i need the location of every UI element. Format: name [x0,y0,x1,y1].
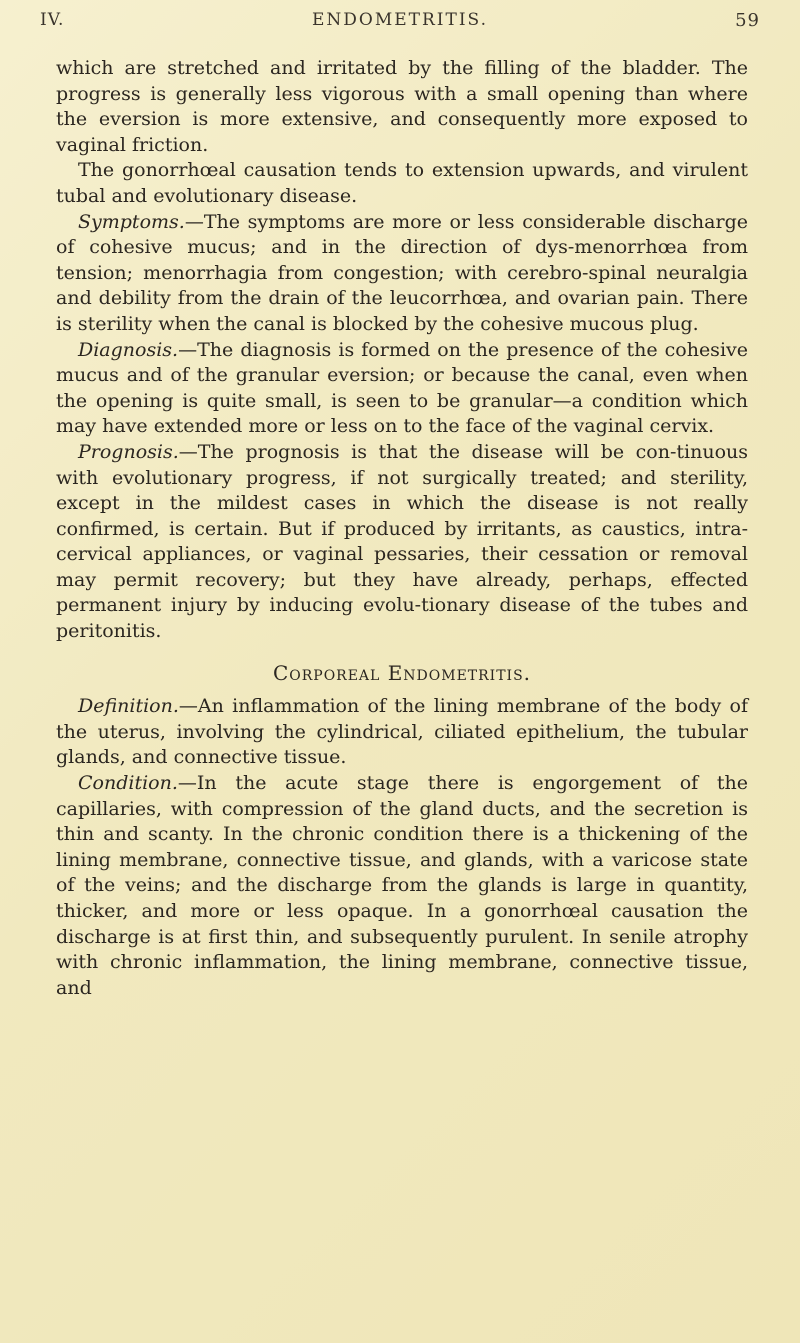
prognosis-label: Prognosis. [78,440,179,463]
paragraph-condition [56,771,748,1001]
paragraph-symptoms [56,210,748,338]
page-number: 59 [735,10,760,31]
paragraph-prognosis [56,440,748,645]
chapter-number: IV. [40,10,65,30]
paragraph-diagnosis [56,338,748,440]
condition-label: Condition. [78,772,178,795]
symptoms-label: Symptoms. [78,210,185,233]
definition-label: Definition. [78,695,179,718]
paragraph-definition [56,694,748,771]
running-head [40,10,760,34]
diagnosis-label: Diagnosis. [78,338,179,361]
diagnosis-text: —The diagnosis is formed on the presence of the cohesive mucus and of the granular eversion; or because the canal, even when the opening is quite small, is seen to be granular—a condition which may have extended more or less on to the face of the vaginal cervix. [56,338,748,438]
condition-text: —In the acute stage there is engorgement of the capillaries, with compression of the gland ducts, and the secretion is thin and scanty. In the chronic condition there is a thickening of the lining membrane, connective tissue, and glands, with a varicose state of the veins; and the discharge from the glands is large in quantity, thicker, and more or less opaque. In a gonorrhœal causation the discharge is at first thin, and subsequently purulent. In senile atrophy with chronic inflammation, the lining membrane, connective tissue, and [56,772,748,999]
body-text [56,56,748,1001]
chapter-title: ENDOMETRITIS. [311,10,489,30]
paragraph-continuation: which are stretched and irritated by the filling of the bladder. The progress is generally less vigorous with a small opening than where the eversion is more extensive, and consequently more exposed to vaginal friction. [56,57,748,156]
definition-text: —An inflammation of the lining membrane of the body of the uterus, involving the cylindrical, ciliated epithelium, the tubular glands, and connective tissue. [56,695,748,769]
symptoms-text: —The symptoms are more or less considerable discharge of cohesive mucus; and in the direction of dys-menorrhœa from tension; menorrhagia from congestion; with cerebro-spinal neuralgia and debility from the drain of the leucorrhœa, and ovarian pain. There is sterility when the canal is blocked by the cohesive mucous plug. [56,210,748,335]
section-heading: Corporeal Endometritis. [272,660,532,685]
prognosis-text: —The prognosis is that the disease will be con-tinuous with evolutionary progress, if not surgically treated; and sterility, except in the mildest cases in which the disease is not really confirmed, is certain. But if produced by irritants, as caustics, intra-cervical appliances, or vaginal pessaries, their cessation or removal may permit recovery; but they have already, perhaps, effected permanent injury by inducing evolu-tionary disease of the tubes and peritonitis. [56,440,748,643]
paragraph-gonorrhoeal: The gonorrhœal causation tends to extension upwards, and virulent tubal and evolutionary disease. [56,159,748,207]
